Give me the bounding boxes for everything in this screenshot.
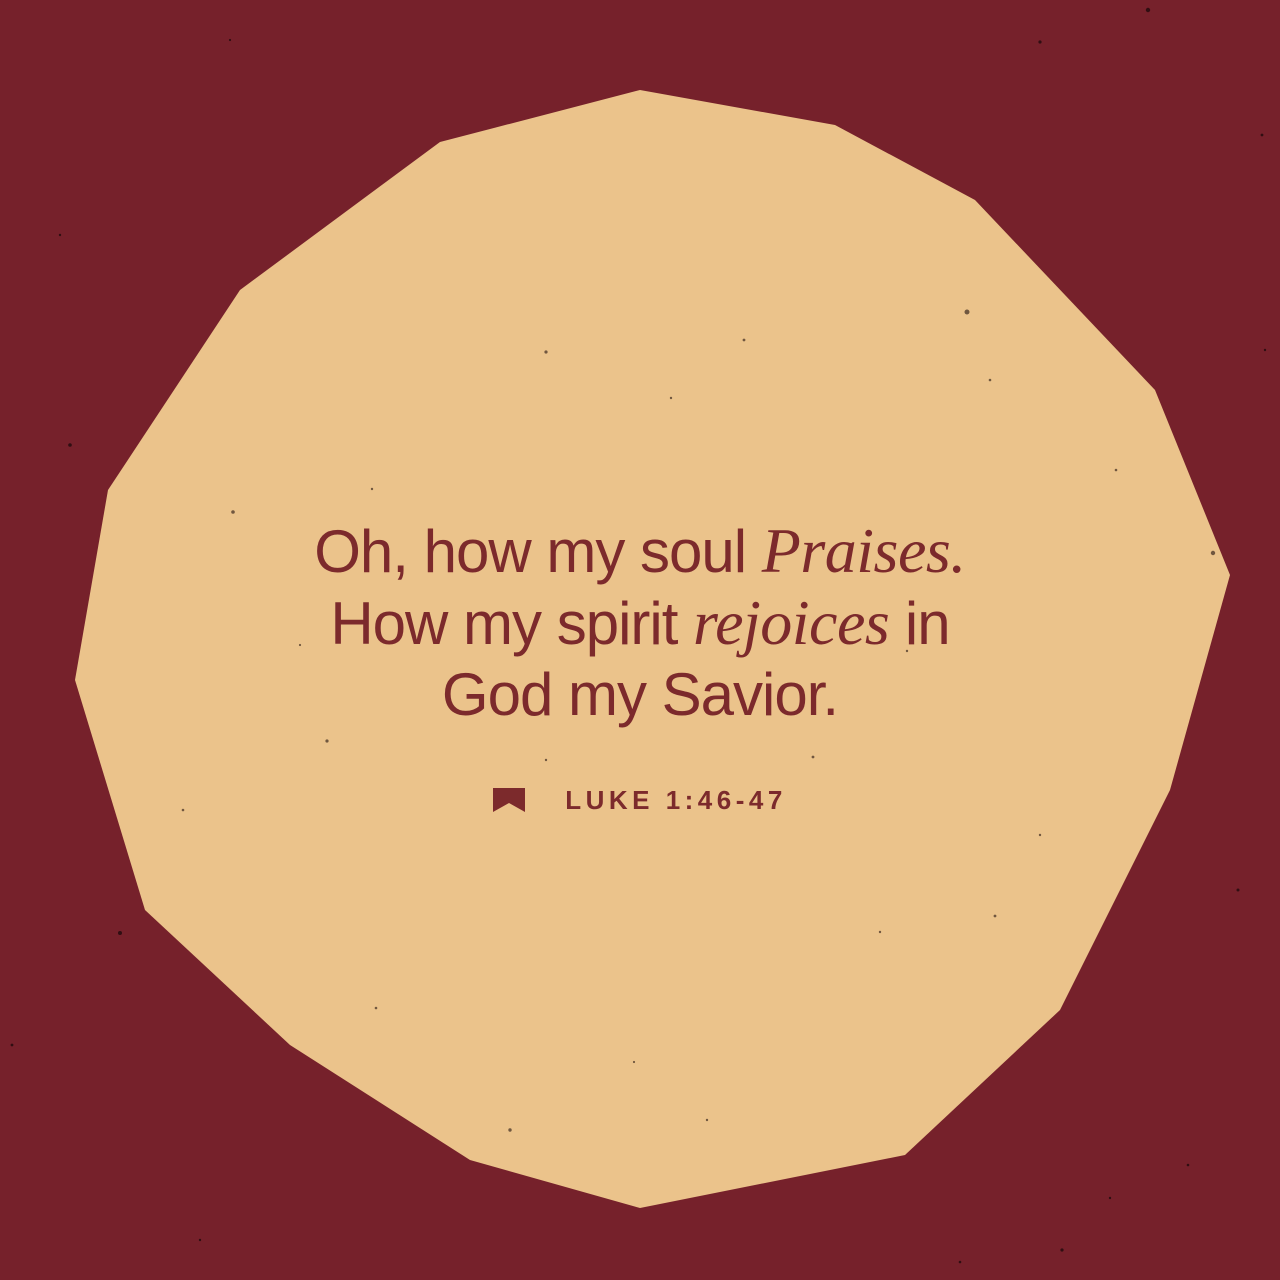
verse-line-2 <box>240 587 1040 659</box>
verse-line-1 <box>240 515 1040 587</box>
verse-reference <box>440 780 840 820</box>
verse-line-1-text: Oh, how my soul <box>314 518 762 585</box>
verse-emphasis-rejoices: rejoices <box>693 587 890 658</box>
reference-text: LUKE 1:46-47 <box>565 784 787 815</box>
verse-line-3-text: God my Savior. <box>441 661 839 728</box>
verse-line-2-text-before: How my spirit <box>330 590 694 657</box>
verse-emphasis-praises: Praises. <box>761 515 966 586</box>
verse-line-3 <box>240 659 1040 730</box>
bookmark-icon <box>493 788 525 812</box>
verse-text <box>240 515 1040 730</box>
verse-line-2-text-after: in <box>889 590 950 657</box>
